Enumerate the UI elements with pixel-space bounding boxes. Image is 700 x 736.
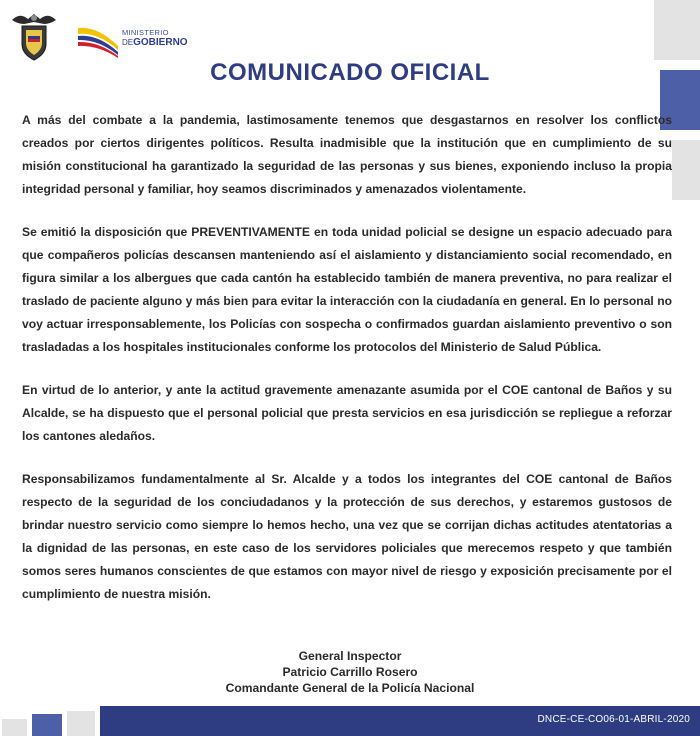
signature-rank: General Inspector (298, 649, 402, 663)
footer-square-3 (67, 711, 95, 736)
signature-name: Patricio Carrillo Rosero (282, 665, 418, 679)
police-shield-emblem-icon (10, 10, 58, 62)
paragraph-4: Responsabilizamos fundamentalmente al Sr. Alcalde y a todos los integrantes del COE cantonal de Baños respecto de la seguridad de los conciudadanos y la protección de sus derechos, y estaremos gustosos de brindar nuestro servicio como siempre lo hemos hecho, una vez que se corrijan dichas actitudes atentatorias a la dignidad de las personas, en este caso de los servidores policiales que merecemos respeto y que también somos seres humanos conscientes de que estamos con mayor nivel de riesgo y exposición precisamente por el cumplimiento de nuestra misión. (22, 472, 672, 601)
ministry-name-de: DE (122, 38, 134, 47)
footer-bar (100, 706, 700, 736)
decorative-square-top (654, 0, 700, 60)
paragraph-2: Se emitió la disposición que PREVENTIVAMENTE en toda unidad policial se designe un espacio adecuado para que compañeros policías descansen manteniendo así el aislamiento y distanciamiento social recomendado, en figura similar a los albergues que cada cantón ha establecido también de manera preventiva, no para realizar el traslado de paciente alguno y más bien para evitar la interacción con la ciudadanía en general. En lo personal no voy actuar irresponsablemente, los Policías con sospecha o confirmados guardan aislamiento preventivo o son trasladadas a los hospitales institucionales conforme los protocolos del Ministerio de Salud Pública. (22, 225, 672, 354)
document-body (22, 109, 672, 626)
paragraph-1: A más del combate a la pandemia, lastimosamente tenemos que desgastarnos en resolver los conflictos creados por ciertos dirigentes políticos. Resulta inadmisible que la institución que en cumplimiento de su misión constitucional ha garantizado la seguridad de las personas y sus bienes, exponiendo incluso la propia integridad personal y familiar, hoy seamos discriminados y amenazados violentamente. (22, 113, 672, 196)
footer-square-1 (2, 719, 27, 736)
decorative-square-middle (672, 140, 700, 200)
ministry-name-main: GOBIERNO (133, 37, 188, 48)
signature-block (140, 648, 560, 696)
document-code: DNCE-CE-CO06-01-ABRIL-2020 (537, 714, 690, 725)
ministry-logo (76, 22, 186, 58)
ecuador-flag-swoosh-icon (76, 22, 120, 58)
signature-position: Comandante General de la Policía Nacional (225, 681, 475, 695)
document-title: COMUNICADO OFICIAL (210, 59, 490, 86)
paragraph-3: En virtud de lo anterior, y ante la actitud gravemente amenazante asumida por el COE cantonal de Baños y su Alcalde, se ha dispuesto que el personal policial que presta servicios en esa jurisdicción se repliegue a reforzar los cantones aledaños. (22, 383, 672, 443)
footer-square-2 (32, 714, 62, 736)
ministry-name-line1: MINISTERIO (122, 28, 169, 37)
ministry-name-line2 (122, 37, 188, 48)
